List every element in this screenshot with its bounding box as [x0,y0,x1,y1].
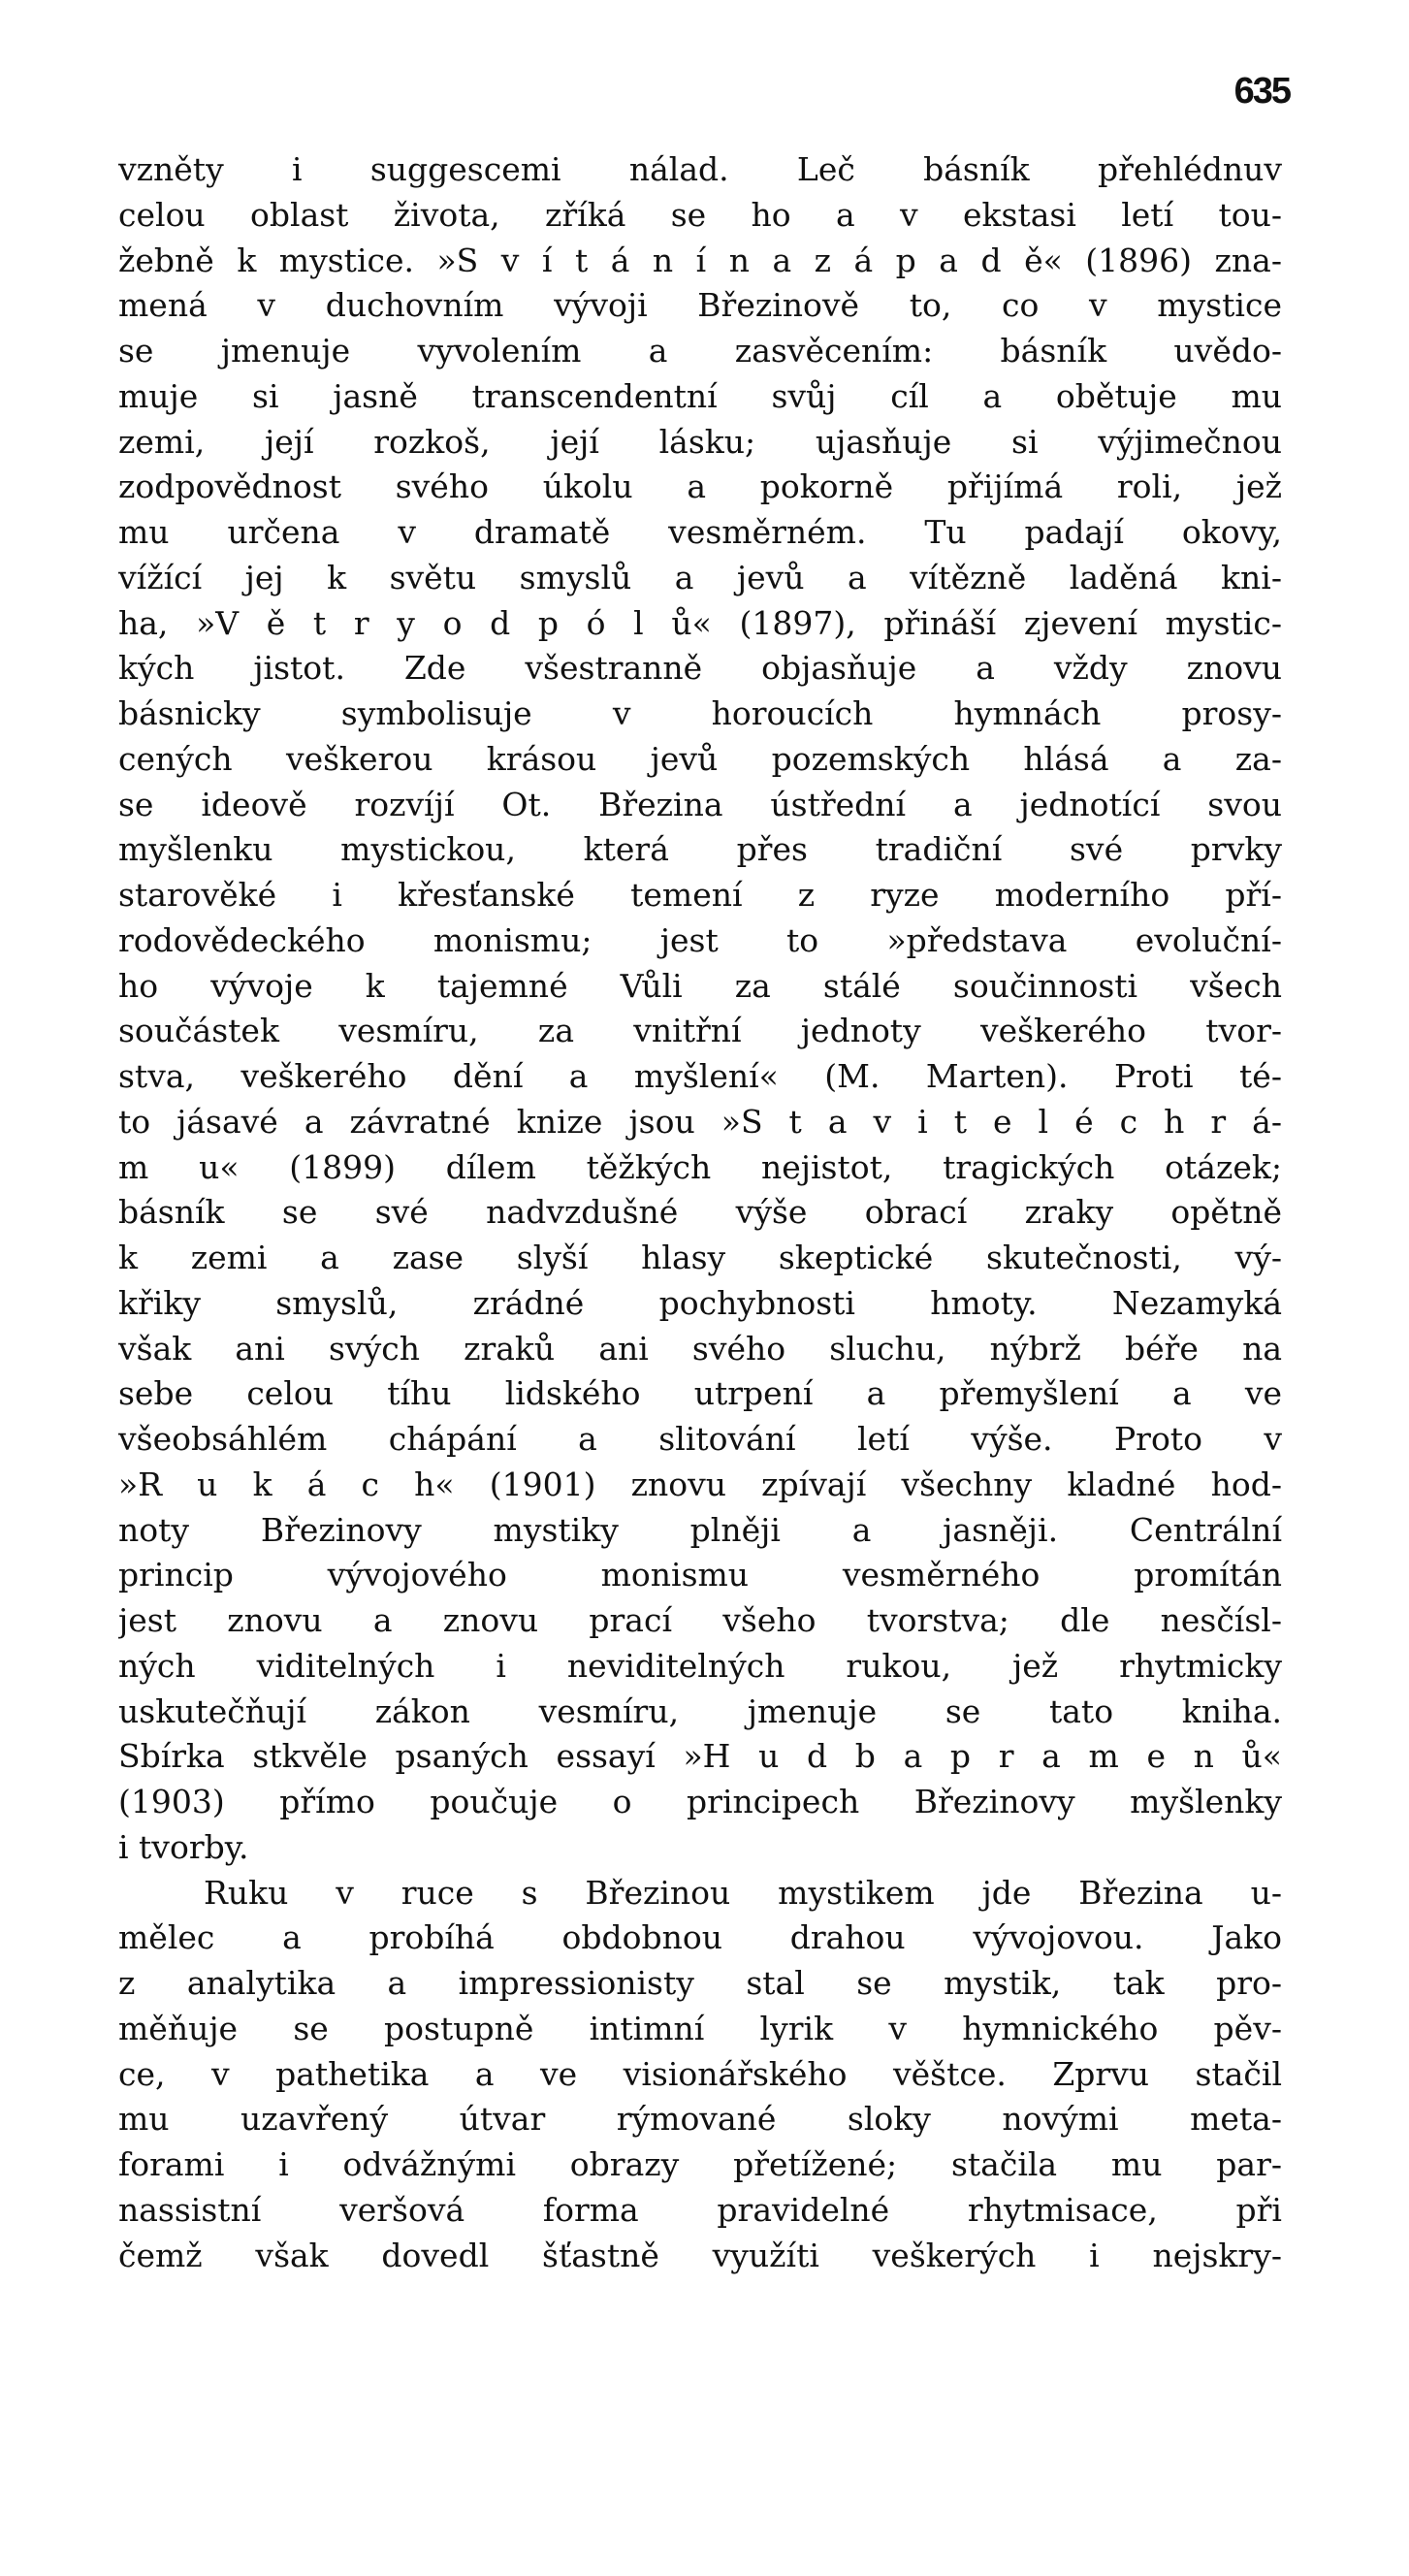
text-line: to jásavé a závratné knize jsou »S t a v i t e l é c h r á- [118,1102,1282,1141]
text-line: Sbírka stkvěle psaných essayí »H u d b a p r a m e n ů« [118,1737,1282,1776]
text-line: mu uzavřený útvar rýmované sloky novými meta- [118,2100,1282,2139]
text-line: čemž však dovedl šťastně využíti veškerých i nejskry- [118,2236,1282,2274]
text-line: z analytika a impressionisty stal se mystik, tak pro- [118,1964,1282,2002]
text-line: nassistní veršová forma pravidelné rhytmisace, při [118,2190,1282,2229]
text-line: mená v duchovním vývoji Březinově to, co v mystice [118,286,1282,325]
text-line: k zemi a zase slyší hlasy skeptické skutečnosti, vý- [118,1239,1282,1276]
text-line: ných viditelných i neviditelných rukou, jež rhytmicky [118,1646,1282,1685]
text-line: mělec a probíhá obdobnou drahou vývojovou. Jako [118,1918,1282,1957]
text-line: se jmenuje vyvolením a zasvěcením: básník uvědo- [118,332,1282,370]
text-line: kých jistot. Zde všestranně objasňuje a vždy znovu [118,649,1282,688]
text-line: Ruku v ruce s Březinou mystikem jde Březina u- [204,1873,1282,1912]
text-line: křiky smyslů, zrádné pochybnosti hmoty. Nezamyká [118,1283,1282,1322]
text-line: myšlenku mystickou, která přes tradiční své prvky [118,830,1282,869]
text-line: zemi, její rozkoš, její lásku; ujasňuje si výjimečnou [118,422,1282,461]
text-line: starověké i křesťanské temení z ryze moderního pří- [118,876,1282,914]
text-line: básník se své nadvzdušné výše obrací zraky opětně [118,1193,1282,1232]
text-line: uskutečňují zákon vesmíru, jmenuje se tato kniha. [118,1691,1282,1730]
text-line: zodpovědnost svého úkolu a pokorně přijímá roli, jež [118,467,1282,506]
text-line: ce, v pathetika a ve visionářského věštce. Zprvu stačil [118,2054,1282,2093]
text-line: (1903) přímo poučuje o principech Březinovy myšlenky [118,1783,1282,1820]
text-line: rodovědeckého monismu; jest to »představa evoluční- [118,920,1282,959]
text-line: cených veškerou krásou jevů pozemských hlásá a za- [118,739,1282,778]
text-line: jest znovu a znovu prací všeho tvorstva; dle nesčísl- [118,1601,1282,1639]
page-number: 635 [1233,71,1290,112]
body-text [118,147,1282,2278]
text-line: všeobsáhlém chápání a slitování letí výše. Proto v [118,1420,1282,1458]
text-line: vzněty i suggescemi nálad. Leč básník přehlédnuv [118,150,1282,188]
text-line: mu určena v dramatě vesměrném. Tu padají okovy, [118,513,1282,551]
text-line: m u« (1899) dílem těžkých nejistot, tragických otázek; [118,1147,1282,1186]
text-line: ho vývoje k tajemné Vůli za stálé součinnosti všech [118,966,1282,1005]
text-line: i tvorby. [118,1827,249,1866]
text-line: součástek vesmíru, za vnitřní jednoty veškerého tvor- [118,1012,1282,1050]
text-line: muje si jasně transcendentní svůj cíl a obětuje mu [118,376,1282,415]
text-line: sebe celou tíhu lidského utrpení a přemyšlení a ve [118,1374,1282,1413]
text-line: princip vývojového monismu vesměrného promítán [118,1556,1282,1594]
text-line: básnicky symbolisuje v horoucích hymnách prosy- [118,694,1282,732]
text-line: vížící jej k světu smyslů a jevů a vítězně laděná kni- [118,558,1282,596]
paragraph [118,1871,1282,2279]
text-line: žebně k mystice. »S v í t á n í n a z á p a d ě« (1896) zna- [118,241,1282,279]
text-line: ha, »V ě t r y o d p ó l ů« (1897), přináší zjevení mystic- [118,603,1282,642]
text-line: celou oblast života, zříká se ho a v ekstasi letí tou- [118,195,1282,234]
text-line: forami i odvážnými obrazy přetížené; stačila mu par- [118,2145,1282,2183]
text-line: měňuje se postupně intimní lyrik v hymnického pěv- [118,2009,1282,2047]
paragraph [118,147,1282,1871]
text-line: stva, veškerého dění a myšlení« (M. Marten). Proti té- [118,1057,1282,1095]
text-line: noty Březinovy mystiky plněji a jasněji. Centrální [118,1510,1282,1549]
text-line: se ideově rozvíjí Ot. Březina ústřední a jednotící svou [118,785,1282,823]
text-line: »R u k á c h« (1901) znovu zpívají všechny kladné hod- [118,1465,1282,1503]
text-line: však ani svých zraků ani svého sluchu, nýbrž béře na [118,1329,1282,1368]
